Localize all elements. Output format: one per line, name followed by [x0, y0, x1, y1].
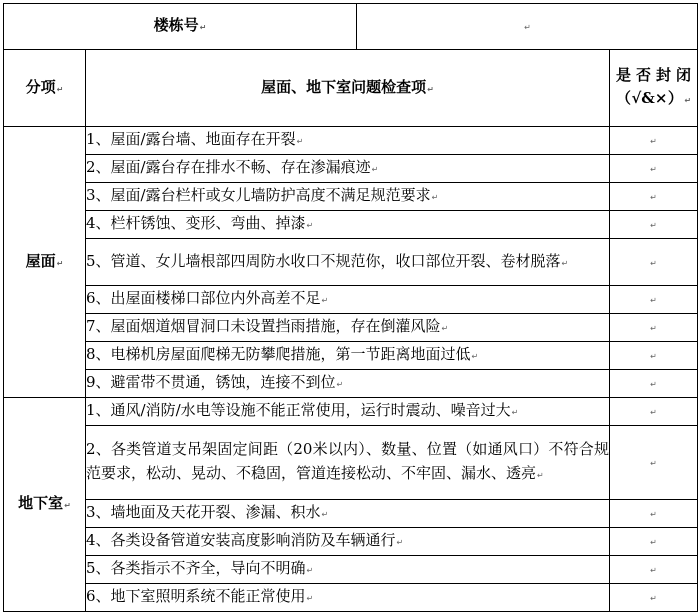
sealed-header: 是否封闭（√&×）↵ — [610, 50, 698, 127]
inspection-item-cell: 3、墙地面及天花开裂、渗漏、积水↵ — [86, 500, 610, 528]
sealed-mark-cell[interactable]: ↵ — [610, 398, 698, 426]
section-category-cell: 地下室↵ — [4, 398, 86, 612]
table-row — [4, 556, 698, 584]
sealed-mark-cell[interactable]: ↵ — [610, 239, 698, 286]
table-row — [4, 183, 698, 211]
table-row — [4, 239, 698, 286]
sealed-mark-cell[interactable]: ↵ — [610, 286, 698, 314]
inspection-item-cell: 2、各类管道支吊架固定间距（20米以内）、数量、位置（如通风口）不符合规范要求，松动、晃动、不稳固，管道连接松动、不牢固、漏水、透亮↵ — [86, 426, 610, 500]
inspection-item-cell: 1、通风/消防/水电等设施不能正常使用，运行时震动、噪音过大↵ — [86, 398, 610, 426]
sealed-mark-cell[interactable]: ↵ — [610, 342, 698, 370]
inspection-item-cell: 2、屋面/露台存在排水不畅、存在渗漏痕迹↵ — [86, 155, 610, 183]
inspection-items-header: 屋面、地下室问题检查项↵ — [86, 50, 610, 127]
table-row — [4, 398, 698, 426]
inspection-item-cell: 9、避雷带不贯通，锈蚀，连接不到位↵ — [86, 370, 610, 398]
section-category-cell: 屋面↵ — [4, 127, 86, 398]
table-row — [4, 155, 698, 183]
table-row — [4, 584, 698, 612]
inspection-item-cell: 7、屋面烟道烟冒洞口未设置挡雨措施，存在倒灌风险↵ — [86, 314, 610, 342]
sealed-mark-cell[interactable]: ↵ — [610, 528, 698, 556]
sealed-mark-cell[interactable]: ↵ — [610, 584, 698, 612]
table-row — [4, 426, 698, 500]
inspection-item-cell: 1、屋面/露台墙、地面存在开裂↵ — [86, 127, 610, 155]
inspection-item-cell: 8、电梯机房屋面爬梯无防攀爬措施，第一节距离地面过低↵ — [86, 342, 610, 370]
table-row — [4, 314, 698, 342]
table-row — [4, 500, 698, 528]
building-number-label: 楼栋号↵ — [4, 4, 357, 50]
sealed-mark-cell[interactable]: ↵ — [610, 370, 698, 398]
table-row — [4, 342, 698, 370]
inspection-item-cell: 6、出屋面楼梯口部位内外高差不足↵ — [86, 286, 610, 314]
inspection-item-cell: 5、各类指示不齐全，导向不明确↵ — [86, 556, 610, 584]
column-header-row — [4, 50, 698, 127]
table-row — [4, 127, 698, 155]
sealed-mark-cell[interactable]: ↵ — [610, 155, 698, 183]
sealed-mark-cell[interactable]: ↵ — [610, 127, 698, 155]
building-number-value[interactable]: ↵ — [357, 4, 698, 50]
sealed-mark-cell[interactable]: ↵ — [610, 183, 698, 211]
inspection-item-cell: 4、各类设备管道安装高度影响消防及车辆通行↵ — [86, 528, 610, 556]
sealed-mark-cell[interactable]: ↵ — [610, 211, 698, 239]
table-row — [4, 211, 698, 239]
inspection-item-cell: 4、栏杆锈蚀、变形、弯曲、掉漆↵ — [86, 211, 610, 239]
building-row — [4, 4, 698, 50]
inspection-item-cell: 3、屋面/露台栏杆或女儿墙防护高度不满足规范要求↵ — [86, 183, 610, 211]
sealed-mark-cell[interactable]: ↵ — [610, 500, 698, 528]
sealed-mark-cell[interactable]: ↵ — [610, 314, 698, 342]
sealed-mark-cell[interactable]: ↵ — [610, 556, 698, 584]
table-row — [4, 370, 698, 398]
inspection-item-cell: 6、地下室照明系统不能正常使用↵ — [86, 584, 610, 612]
table-row — [4, 286, 698, 314]
inspection-item-cell: 5、管道、女儿墙根部四周防水收口不规范你，收口部位开裂、卷材脱落↵ — [86, 239, 610, 286]
category-header: 分项↵ — [4, 50, 86, 127]
sealed-mark-cell[interactable]: ↵ — [610, 426, 698, 500]
inspection-table — [3, 3, 698, 612]
table-row — [4, 528, 698, 556]
